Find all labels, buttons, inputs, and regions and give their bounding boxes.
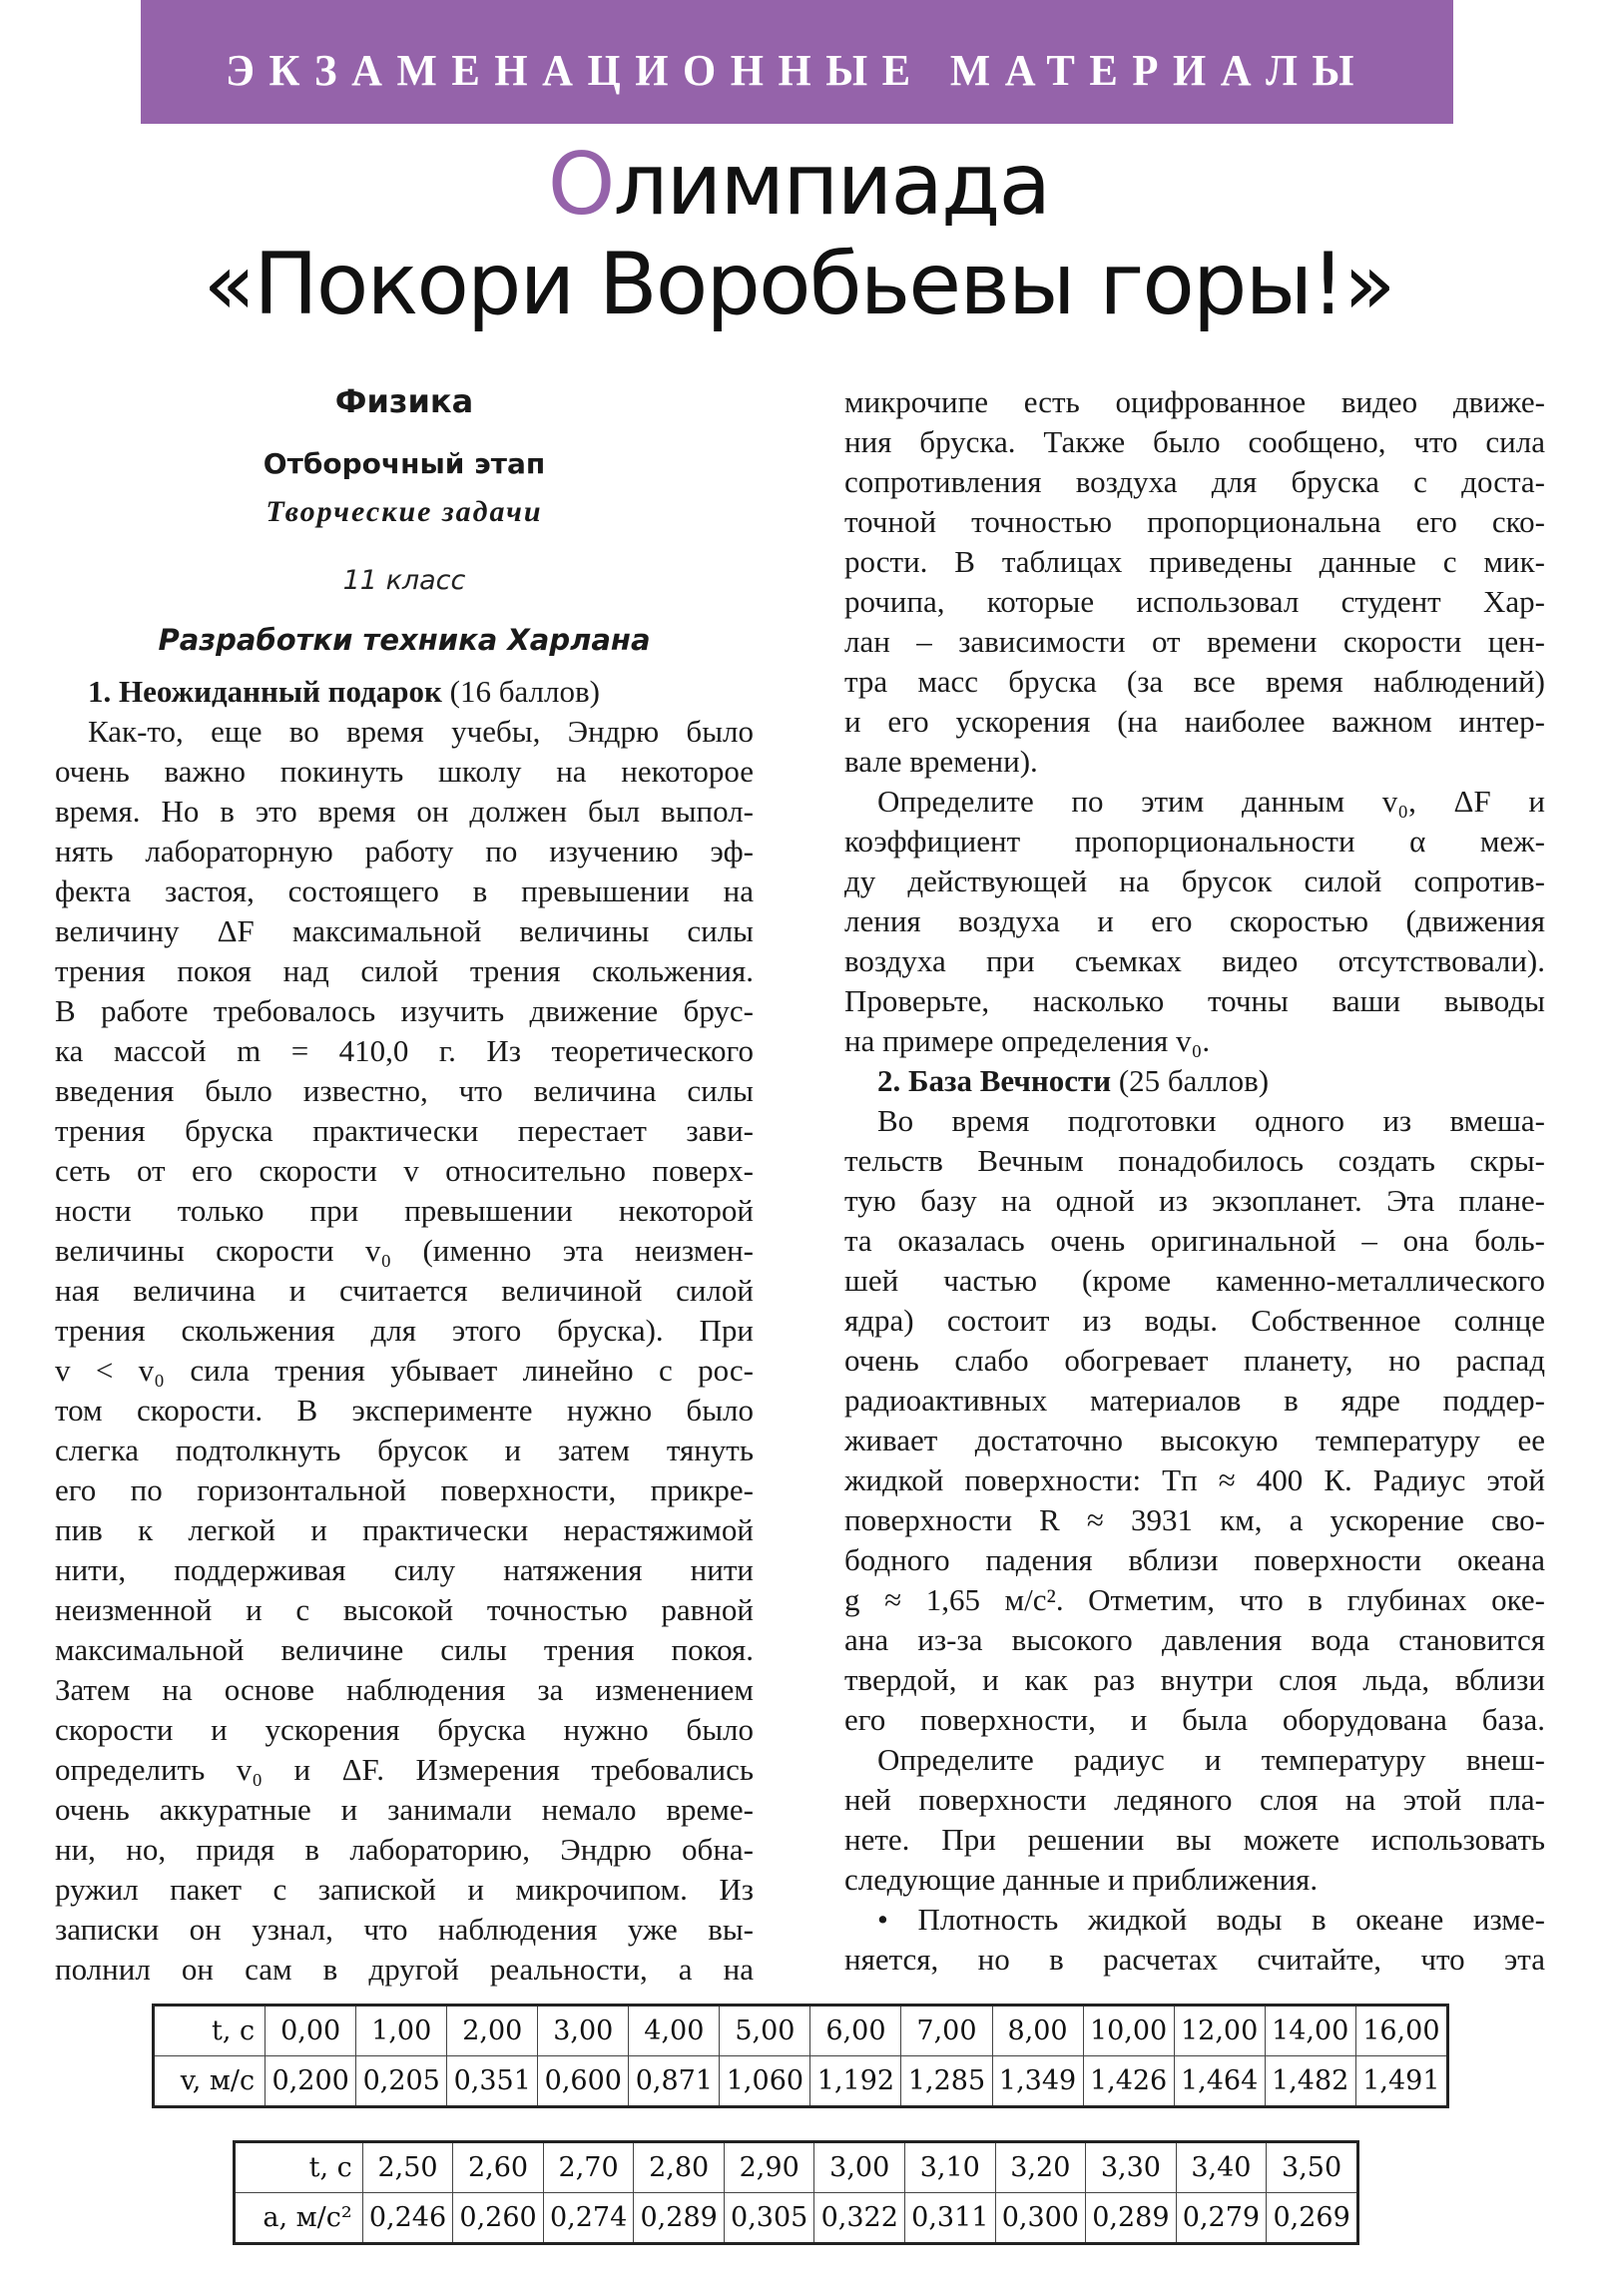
table-cell: 0,205 [356,2056,447,2107]
table-cell: 7,00 [901,2006,992,2056]
p1-lines-block [55,712,754,1990]
p2-task-block [844,1740,1545,1900]
text-line: Определите радиус и температуру внеш- [877,1742,1545,1777]
table-cell: 5,00 [720,2006,810,2056]
text-line: ния бруска. Также было сообщено, что сила [844,424,1545,459]
text-line: ления воздуха и его скоростью (движения [844,903,1545,938]
table-row-time [235,2142,1358,2193]
table-cell: 2,80 [634,2142,725,2193]
text-line: том скорости. В эксперименте нужно было [55,1393,754,1428]
text-line: g ≈ 1,65 м/с². Отметим, что в глубинах оке- [844,1582,1545,1617]
text-line: фекта застоя, состоящего в превышении на [55,873,754,908]
table-cell: 0,600 [538,2056,629,2107]
text-line: нете. При решении вы можете использовать [844,1822,1545,1857]
text-line: Проверьте, насколько точны ваши выводы [844,983,1545,1018]
text-line: тельств Вечным понадобилось создать скры- [844,1143,1545,1178]
text-line: неизменной и с высокой точностью равной [55,1592,754,1627]
text-line: очень слабо обогревает планету, но распад [844,1343,1545,1378]
table-cell: 3,50 [1267,2142,1358,2193]
table-cell: 0,269 [1267,2193,1358,2244]
table-cell: 0,246 [362,2193,453,2244]
text-line: микрочипе есть оцифрованное видео движе- [844,384,1545,419]
table-cell: 0,351 [447,2056,538,2107]
text-line: трения покоя над силой трения скольжения. [55,953,754,988]
table-cell: 12,00 [1174,2006,1265,2056]
text-line: ду действующей на брусок силой сопротив- [844,863,1545,898]
text-line: шей частью (кроме каменно-металлического [844,1263,1545,1298]
table-cell: 3,00 [538,2006,629,2056]
text-line: воздуха при съемках видео отсутствовали). [844,943,1545,978]
table-cell: 2,90 [724,2142,814,2193]
text-line: коэффициент пропорциональности α меж- [844,824,1545,859]
text-line: скорости и ускорения бруска нужно было [55,1712,754,1747]
page-title-line-1 [0,135,1597,235]
section-heading: Творческие задачи [266,495,543,528]
text-line: тра масс бруска (за все время наблюдений) [844,664,1545,699]
text-line: пив к легкой и практически нерастяжимой [55,1512,754,1547]
table-cell: 0,279 [1176,2193,1267,2244]
text-line: определить v₀ и ΔF. Измерения требовались [55,1752,754,1787]
table-cell: 1,060 [720,2056,810,2107]
text-line: живает достаточно высокую температуру ее [844,1423,1545,1457]
table-cell: 0,289 [634,2193,725,2244]
text-line: ружил пакет с запиской и микрочипом. Из [55,1872,754,1907]
text-line: поверхности R ≈ 3931 км, а ускорение сво- [844,1502,1545,1537]
table-cell: 3,20 [995,2142,1086,2193]
table-cell: 1,426 [1083,2056,1174,2107]
text-line: рости. В таблицах приведены данные с мик- [844,544,1545,579]
problem-2-title [844,1061,1545,1101]
text-line: Во время подготовки одного из вмеша- [877,1103,1545,1138]
problem-1-name: 1. Неожиданный подарок [88,674,442,709]
text-line: бодного падения вблизи поверхности океана [844,1542,1545,1577]
text-line: ни, но, придя в лабораторию, Эндрю обна- [55,1832,754,1867]
text-line: v < v₀ сила трения убывает линейно с рос- [55,1353,754,1388]
p1-task-block [844,782,1545,1061]
table-cell: 2,70 [543,2142,634,2193]
table-cell: 1,464 [1174,2056,1265,2107]
row-label: t, с [235,2142,363,2193]
text-line: его по горизонтальной поверхности, прикре- [55,1472,754,1507]
text-line: ная величина и считается величиной силой [55,1273,754,1308]
table-cell: 1,00 [356,2006,447,2056]
text-line: трения бруска практически перестает зави- [55,1113,754,1148]
table-cell: 14,00 [1265,2006,1355,2056]
table-cell: 1,192 [810,2056,901,2107]
text-line: В работе требовалось изучить движение брус- [55,993,754,1028]
p1-cont-block [844,382,1545,782]
acceleration-table [233,2140,1359,2245]
problem-1-continuation [844,382,1545,1980]
row-label: t, с [154,2006,266,2056]
subject-heading: Физика [334,382,474,420]
text-line: Как-то, еще во время учебы, Эндрю было [88,714,754,749]
table-cell: 2,50 [362,2142,453,2193]
row-label: a, м/с² [235,2193,363,2244]
text-line: • Плотность жидкой воды в океане изме- [877,1902,1545,1937]
problem-1-points: (16 баллов) [441,674,600,709]
table-cell: 0,274 [543,2193,634,2244]
table-cell: 0,200 [266,2056,356,2107]
text-line: вале времени). [844,744,1038,779]
table-cell: 2,60 [453,2142,544,2193]
text-line: ности только при превышении некоторой [55,1193,754,1228]
table-cell: 3,40 [1176,2142,1267,2193]
text-line: твердой, и как раз внутри слоя льда, вблизи [844,1662,1545,1697]
table-cell: 4,00 [629,2006,720,2056]
text-line: очень аккуратные и занимали немало време- [55,1792,754,1827]
p2-bullets-block [844,1900,1545,1980]
problem-2-name: 2. База Вечности [877,1063,1112,1098]
text-line: няется, но в расчетах считайте, что эта [844,1942,1545,1977]
problem-1-title [55,672,754,712]
table-cell: 3,00 [814,2142,905,2193]
text-line: очень важно покинуть школу на некоторое [55,754,754,789]
text-line: его поверхности, и была оборудована база. [844,1702,1545,1737]
text-line: полнил он сам в другой реальности, а на [55,1952,754,1987]
table-cell: 1,285 [901,2056,992,2107]
table-cell: 0,289 [1086,2193,1177,2244]
text-line: Затем на основе наблюдения за изменением [55,1672,754,1707]
table-cell: 0,322 [814,2193,905,2244]
problem-2-points: (25 баллов) [1111,1063,1270,1098]
grade-label: 11 класс [342,565,466,596]
table-cell: 0,260 [453,2193,544,2244]
text-line: ана из-за высокого давления вода становится [844,1622,1545,1657]
text-line: трения скольжения для этого бруска). При [55,1313,754,1348]
text-line: величины скорости v₀ (именно эта неизмен- [55,1233,754,1268]
text-line: ядра) состоит из воды. Собственное солнце [844,1303,1545,1338]
table-row-acceleration [235,2193,1358,2244]
text-line: нять лабораторную работу по изучению эф- [55,834,754,868]
table-cell: 3,30 [1086,2142,1177,2193]
table-cell: 0,311 [905,2193,996,2244]
table-cell: 2,00 [447,2006,538,2056]
text-line: следующие данные и приближения. [844,1862,1319,1897]
text-line: максимальной величине силы трения покоя. [55,1632,754,1667]
table-cell: 0,305 [724,2193,814,2244]
text-line: радиоактивных материалов в ядре поддер- [844,1383,1545,1418]
banner-title: ЭКЗАМЕНАЦИОННЫЕ МАТЕРИАЛЫ [226,46,1368,95]
text-line: та оказалась очень оригинальной – она боль- [844,1223,1545,1258]
text-line: введения было известно, что величина силы [55,1073,754,1108]
text-line: сеть от его скорости v относительно поверх- [55,1153,754,1188]
text-line: слегка подтолкнуть брусок и затем тянуть [55,1433,754,1467]
text-line: записки он узнал, что наблюдения уже вы- [55,1912,754,1947]
table-cell: 0,300 [995,2193,1086,2244]
text-line: сопротивления воздуха для бруска с доста- [844,464,1545,499]
text-line: на примере определения v₀. [844,1023,1211,1058]
table-cell: 1,482 [1265,2056,1355,2107]
table-cell: 6,00 [810,2006,901,2056]
table-row-velocity [154,2056,1448,2107]
title-accent-letter: О [547,135,614,235]
page-title-line-2: «Покори Воробьевы горы!» [203,235,1394,334]
text-line: ка массой m = 410,0 г. Из теоретического [55,1033,754,1068]
table-cell: 0,871 [629,2056,720,2107]
table-cell: 8,00 [992,2006,1083,2056]
text-line: величину ΔF максимальной величины силы [55,913,754,948]
problem-1-text [55,672,754,1990]
section-banner [141,0,1453,124]
table-cell: 16,00 [1355,2006,1447,2056]
text-line: ней поверхности ледяного слоя на этой пла- [844,1782,1545,1817]
table-cell: 3,10 [905,2142,996,2193]
table-cell: 1,491 [1355,2056,1447,2107]
text-line: лан – зависимости от времени скорости цен- [844,624,1545,659]
text-line: и его ускорения (на наиболее важном интер- [844,704,1545,739]
text-line: время. Но в это время он должен был выпол- [55,794,754,829]
table-row-time [154,2006,1448,2056]
text-line: тую базу на одной из экзопланет. Эта плане- [844,1183,1545,1218]
velocity-table [152,2004,1449,2108]
text-line: жидкой поверхности: Tп ≈ 400 К. Радиус этой [844,1462,1545,1497]
row-label: v, м/с [154,2056,266,2107]
table-cell: 1,349 [992,2056,1083,2107]
text-line: рочипа, которые использовал студент Хар- [844,584,1545,619]
text-line: Определите по этим данным v₀, ΔF и [877,784,1545,819]
stage-heading: Отборочный этап [263,447,546,480]
title-line-1-rest: лимпиада [613,135,1050,235]
text-line: точной точностью пропорциональна его ско- [844,504,1545,539]
text-line: нити, поддерживая силу натяжения нити [55,1552,754,1587]
topic-heading: Разработки техника Харлана [158,623,651,657]
table-cell: 0,00 [266,2006,356,2056]
p2-lines-block [844,1101,1545,1740]
table-cell: 10,00 [1083,2006,1174,2056]
